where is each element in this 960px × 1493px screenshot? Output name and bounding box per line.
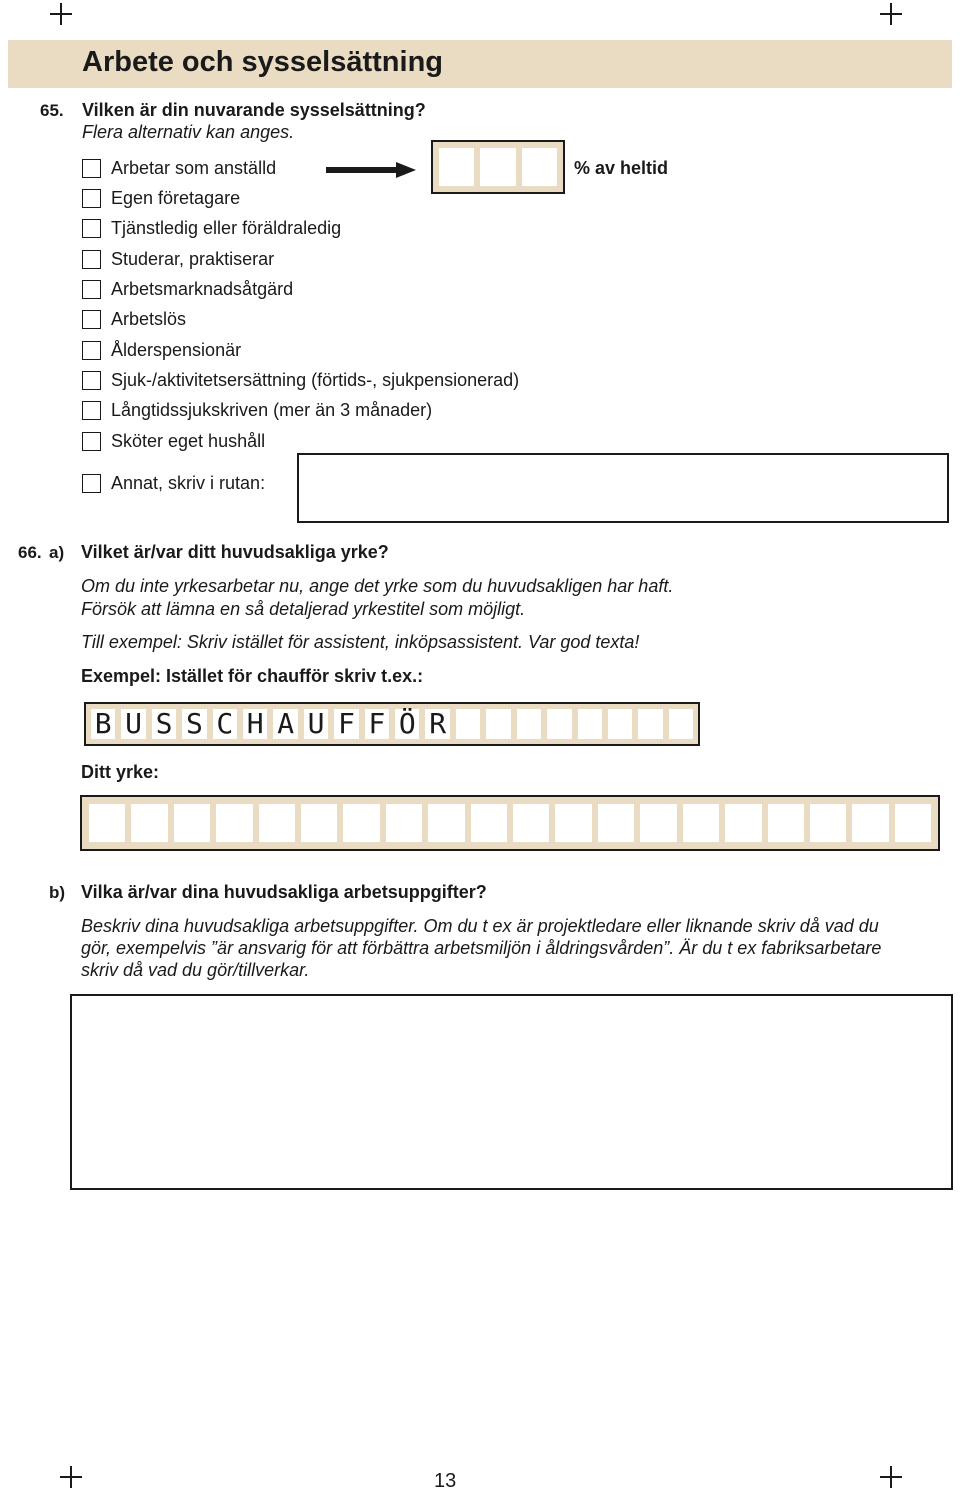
letter-cell: C	[213, 709, 237, 739]
option-label: Arbetar som anställd	[111, 157, 277, 178]
checkbox[interactable]	[82, 371, 101, 390]
letter-input-cell[interactable]	[598, 804, 634, 842]
crop-mark-top-left	[50, 3, 72, 25]
question-66a-note-3: Till exempel: Skriv istället för assistent, inköpsassistent. Var god texta!	[81, 632, 640, 652]
question-66b-text: Vilka är/var dina huvudsakliga arbetsuppgifter?	[81, 882, 487, 902]
letter-input-cell[interactable]	[683, 804, 719, 842]
option-label: Studerar, praktiserar	[111, 248, 275, 269]
option-label: Sköter eget hushåll	[111, 430, 266, 451]
letter-cell	[608, 709, 632, 739]
letter-cell	[456, 709, 480, 739]
digit-cell[interactable]	[522, 148, 557, 186]
page-number: 13	[434, 1470, 457, 1492]
letter-cell	[486, 709, 510, 739]
other-occupation-field[interactable]	[297, 453, 949, 523]
crop-mark-top-right	[880, 3, 902, 25]
letter-input-cell[interactable]	[640, 804, 676, 842]
question-65-instruction: Flera alternativ kan anges.	[82, 122, 295, 142]
letter-input-cell[interactable]	[174, 804, 210, 842]
option-leave[interactable]	[82, 216, 341, 240]
letter-cell: U	[121, 709, 145, 739]
option-labour-market-program[interactable]	[82, 277, 293, 301]
letter-input-cell[interactable]	[259, 804, 295, 842]
option-unemployed[interactable]	[82, 307, 186, 331]
occupation-answer-label: Ditt yrke:	[81, 762, 160, 782]
option-label: Tjänstledig eller föräldraledig	[111, 217, 342, 238]
section-title: Arbete och sysselsättning	[82, 46, 443, 78]
option-label: Arbetsmarknadsåtgärd	[111, 278, 294, 299]
question-66b-note-line-1: Beskriv dina huvudsakliga arbetsuppgifter. Om du t ex är projektledare eller liknande skriv då vad du	[81, 916, 879, 936]
option-label: Egen företagare	[111, 187, 241, 208]
question-66b-label: b)	[49, 883, 66, 902]
checkbox[interactable]	[82, 159, 101, 178]
question-65-text: Vilken är din nuvarande sysselsättning?	[82, 100, 426, 120]
letter-input-cell[interactable]	[810, 804, 846, 842]
question-66a-label: a)	[49, 543, 65, 562]
arrow-right-icon	[326, 162, 416, 178]
letter-cell	[517, 709, 541, 739]
letter-cell: S	[152, 709, 176, 739]
question-66a-note-1: Om du inte yrkesarbetar nu, ange det yrke som du huvudsakligen har haft.	[81, 576, 674, 596]
letter-cell	[547, 709, 571, 739]
option-disability-pension[interactable]	[82, 368, 519, 392]
letter-input-cell[interactable]	[131, 804, 167, 842]
letter-cell: A	[273, 709, 297, 739]
option-label: Ålderspensionär	[111, 339, 242, 360]
letter-input-cell[interactable]	[555, 804, 591, 842]
letter-cell	[578, 709, 602, 739]
letter-cell: F	[334, 709, 358, 739]
checkbox[interactable]	[82, 189, 101, 208]
letter-input-cell[interactable]	[386, 804, 422, 842]
crop-mark-bottom-right	[880, 1466, 902, 1488]
option-long-term-sick[interactable]	[82, 398, 432, 422]
letter-cell: U	[304, 709, 328, 739]
crop-mark-bottom-left	[60, 1466, 82, 1488]
option-label: Långtidssjukskriven (mer än 3 månader)	[111, 399, 433, 420]
letter-cell	[638, 709, 662, 739]
letter-input-cell[interactable]	[343, 804, 379, 842]
option-label: Arbetslös	[111, 308, 187, 329]
option-label: Sjuk-/aktivitetsersättning (förtids-, sjukpensionerad)	[111, 369, 520, 390]
letter-input-cell[interactable]	[725, 804, 761, 842]
letter-cell: R	[425, 709, 449, 739]
question-66b-note-line-2: gör, exempelvis ”är ansvarig för att förbättra arbetsmiljön i åldringsvården”. Är du t ex fabriksarbetare	[81, 938, 882, 958]
checkbox[interactable]	[82, 401, 101, 420]
letter-cell: H	[243, 709, 267, 739]
letter-input-cell[interactable]	[471, 804, 507, 842]
option-studying[interactable]	[82, 247, 274, 271]
question-65-number: 65.	[40, 101, 64, 120]
letter-input-cell[interactable]	[301, 804, 337, 842]
example-heading: Exempel: Istället för chaufför skriv t.ex.:	[81, 666, 424, 686]
option-other[interactable]	[82, 471, 265, 495]
occupation-letter-input[interactable]	[80, 795, 940, 851]
question-66a-text: Vilket är/var ditt huvudsakliga yrke?	[81, 542, 389, 562]
letter-cell: B	[91, 709, 115, 739]
checkbox[interactable]	[82, 219, 101, 238]
letter-cell	[669, 709, 693, 739]
option-retired[interactable]	[82, 338, 241, 362]
letter-input-cell[interactable]	[852, 804, 888, 842]
example-letter-boxes	[84, 702, 700, 746]
letter-input-cell[interactable]	[895, 804, 931, 842]
digit-cell[interactable]	[439, 148, 474, 186]
tasks-textarea[interactable]	[70, 994, 953, 1190]
checkbox[interactable]	[82, 250, 101, 269]
question-66a-note-2: Försök att lämna en så detaljerad yrkestitel som möjligt.	[81, 599, 526, 619]
letter-cell: Ö	[395, 709, 419, 739]
letter-input-cell[interactable]	[513, 804, 549, 842]
option-employed[interactable]	[82, 156, 276, 180]
letter-cell: S	[182, 709, 206, 739]
option-self-employed[interactable]	[82, 186, 240, 210]
letter-input-cell[interactable]	[428, 804, 464, 842]
option-household[interactable]	[82, 429, 265, 453]
checkbox[interactable]	[82, 432, 101, 451]
percent-of-fulltime-input[interactable]	[431, 140, 565, 194]
letter-input-cell[interactable]	[768, 804, 804, 842]
checkbox[interactable]	[82, 280, 101, 299]
digit-cell[interactable]	[480, 148, 515, 186]
percent-label: % av heltid	[574, 158, 669, 178]
letter-cell: F	[365, 709, 389, 739]
checkbox[interactable]	[82, 310, 101, 329]
letter-input-cell[interactable]	[216, 804, 252, 842]
checkbox[interactable]	[82, 474, 101, 493]
letter-input-cell[interactable]	[89, 804, 125, 842]
option-label: Annat, skriv i rutan:	[111, 472, 266, 493]
question-66b-note-line-3: skriv då vad du gör/tillverkar.	[81, 960, 310, 980]
checkbox[interactable]	[82, 341, 101, 360]
question-66-number: 66.	[18, 543, 42, 562]
